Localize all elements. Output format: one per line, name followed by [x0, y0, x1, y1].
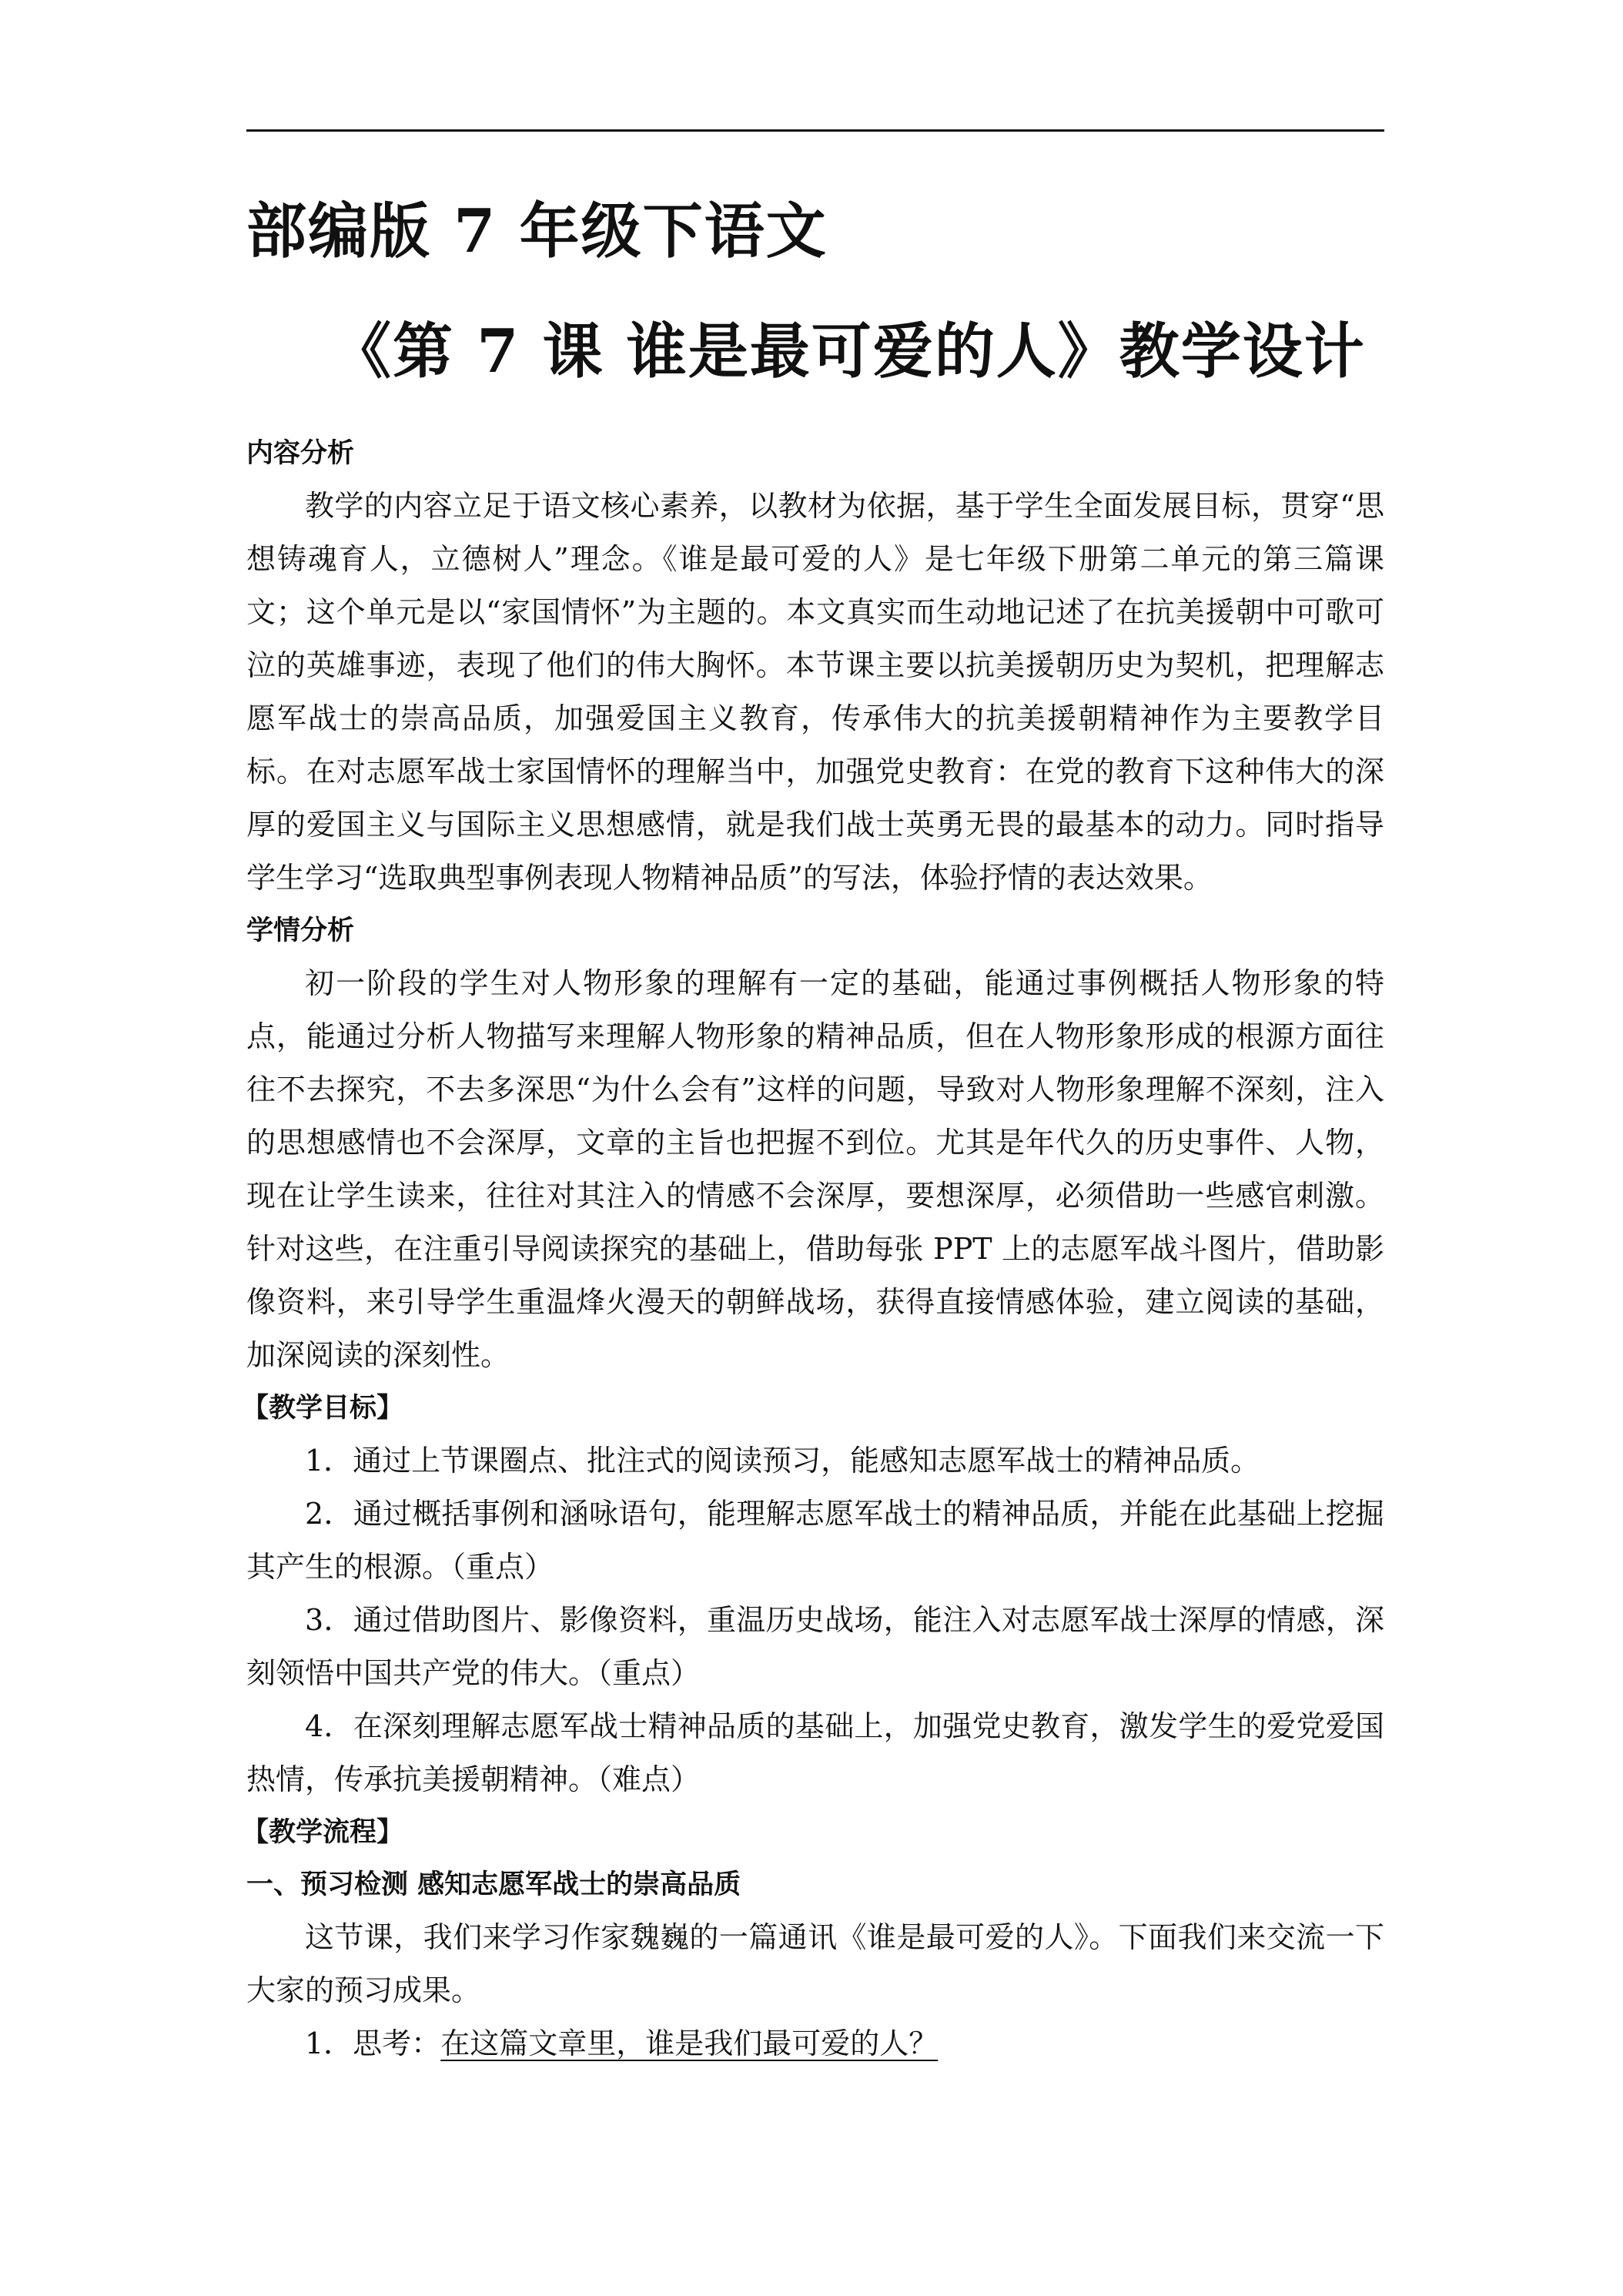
- teaching-goals-heading: 【教学目标】: [242, 1392, 404, 1424]
- learning-analysis-paragraph: 初一阶段的学生对人物形象的理解有一定的基础，能通过事例概括人物形象的特点，能通过分析人物描写来理解人物形象的精神品质，但在人物形象形成的根源方面往往不去探究，不去多深思“为什么会有”这样的问题，导致对人物形象理解不深刻，注入的思想感情也不会深厚，文章的主旨也把握不到位。尤其是年代久的历史事件、人物，现在让学生读来，往往对其注入的情感不会深厚，要想深厚，必须借助一些感官刺激。针对这些，在注重引导阅读探究的基础上，借助每张 PPT 上的志愿军战斗图片，借助影像资料，来引导学生重温烽火漫天的朝鲜战场，获得直接情感体验，建立阅读的基础，加深阅读的深刻性。: [246, 966, 1384, 1372]
- learning-analysis-heading: 学情分析: [246, 915, 355, 946]
- document-body: [242, 427, 1384, 2070]
- section-1-heading: 一、预习检测 感知志愿军战士的崇高品质: [246, 1869, 741, 1900]
- question-1-prefix: 1．思考：: [305, 2027, 441, 2060]
- question-1: [246, 2017, 1384, 2070]
- section-1-intro: 这节课，我们来学习作家魏巍的一篇通讯《谁是最可爱的人》。下面我们来交流一下大家的预习成果。: [246, 1920, 1384, 2007]
- teaching-goal-item-2: 2．通过概括事例和涵咏语句，能理解志愿军战士的精神品质，并能在此基础上挖掘其产生的根源。（重点）: [246, 1497, 1384, 1584]
- content-analysis-heading: 内容分析: [246, 437, 355, 469]
- header-rule: [246, 129, 1384, 132]
- question-1-text: 在这篇文章里，谁是我们最可爱的人？: [440, 2027, 939, 2060]
- content-analysis-paragraph: 教学的内容立足于语文核心素养，以教材为依据，基于学生全面发展目标，贯穿“思想铸魂育人，立德树人”理念。《谁是最可爱的人》是七年级下册第二单元的第三篇课文；这个单元是以“家国情怀”为主题的。本文真实而生动地记述了在抗美援朝中可歌可泣的英雄事迹，表现了他们的伟大胸怀。本节课主要以抗美援朝历史为契机，把理解志愿军战士的崇高品质，加强爱国主义教育，传承伟大的抗美援朝精神作为主要教学目标。在对志愿军战士家国情怀的理解当中，加强党史教育：在党的教育下这种伟大的深厚的爱国主义与国际主义思想感情，就是我们战士英勇无畏的最基本的动力。同时指导学生学习“选取典型事例表现人物精神品质”的写法，体验抒情的表达效果。: [246, 489, 1384, 895]
- teaching-goal-item-4: 4．在深刻理解志愿军战士精神品质的基础上，加强党史教育，激发学生的爱党爱国热情，传承抗美援朝精神。（难点）: [246, 1709, 1384, 1796]
- document-title-line1: 部编版 7 年级下语文: [246, 196, 828, 266]
- document-title-line2: 《第 7 课 谁是最可爱的人》教学设计: [331, 316, 1366, 387]
- teaching-goal-item-3: 3．通过借助图片、影像资料，重温历史战场，能注入对志愿军战士深厚的情感，深刻领悟中国共产党的伟大。（重点）: [246, 1603, 1384, 1690]
- teaching-process-heading: 【教学流程】: [242, 1816, 404, 1848]
- teaching-goal-item-1: 1．通过上节课圈点、批注式的阅读预习，能感知志愿军战士的精神品质。: [305, 1444, 1260, 1478]
